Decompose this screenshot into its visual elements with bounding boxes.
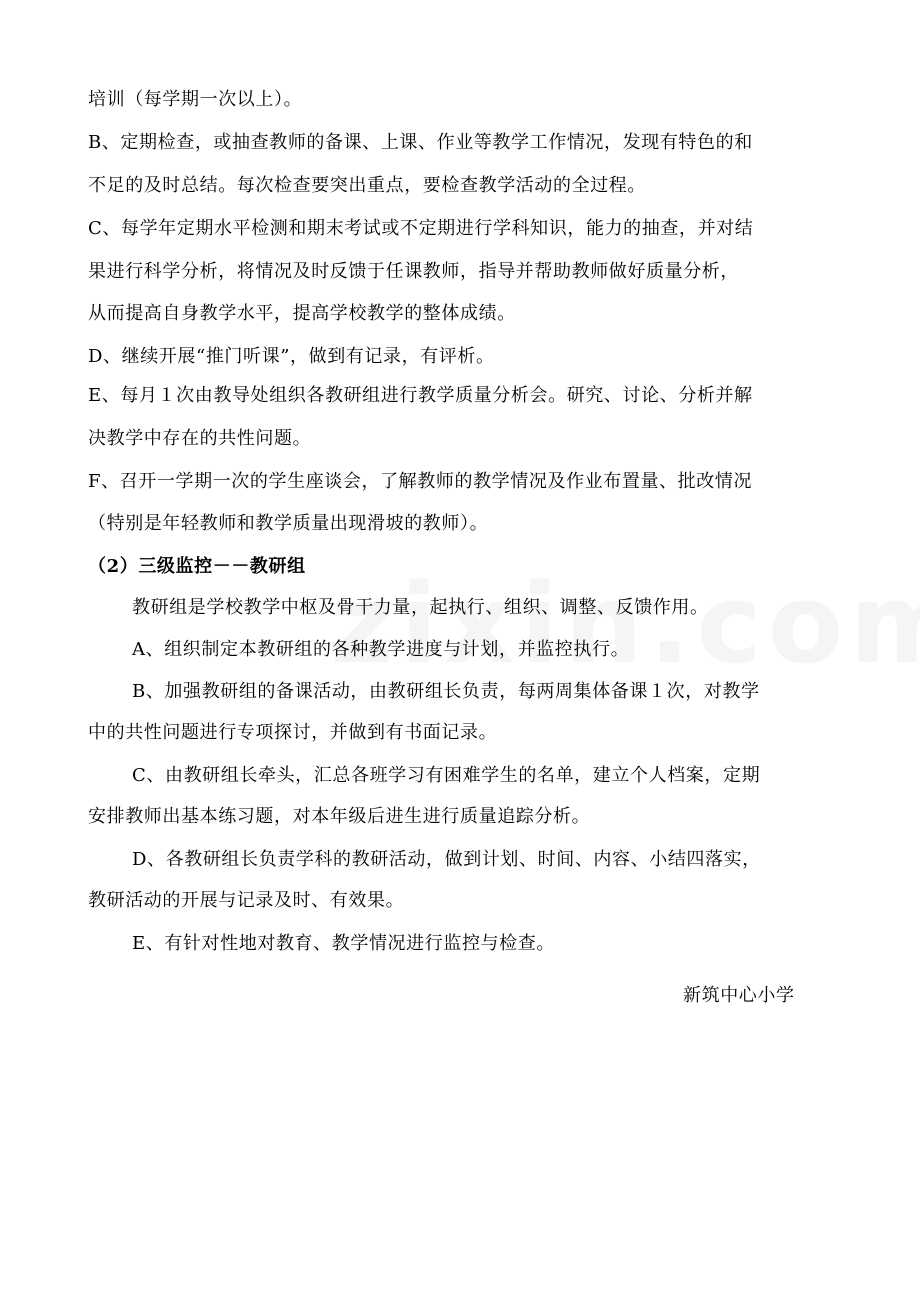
- text-line: 不足的及时总结。每次检查要突出重点，要检查教学活动的全过程。: [88, 175, 646, 196]
- text-line: 安排教师出基本练习题，对本年级后进生进行质量追踪分析。: [88, 806, 591, 827]
- watermark: [330, 560, 920, 688]
- text-line: 培训（每学期一次以上）。: [88, 89, 303, 110]
- text-line: 果进行科学分析，将情况及时反馈于任课教师，指导并帮助教师做好质量分析，: [88, 261, 739, 282]
- text-line: C、由教研组长牵头，汇总各班学习有困难学生的名单，建立个人档案，定期: [132, 765, 761, 786]
- text-line: D、各教研组长负责学科的教研活动，做到计划、时间、内容、小结四落实，: [132, 849, 761, 870]
- text-line: 决教学中存在的共性问题。: [88, 428, 312, 449]
- text-line: （特别是年轻教师和教学质量出现滑坡的教师）。: [88, 513, 489, 534]
- text-line: A、组织制定本教研组的各种教学进度与计划，并监控执行。: [132, 639, 630, 660]
- text-line: C、每学年定期水平检测和期末考试或不定期进行学科知识，能力的抽查，并对结: [88, 218, 754, 239]
- text-line: 中的共性问题进行专项探讨，并做到有书面记录。: [88, 722, 498, 743]
- text-line: 教研组是学校教学中枢及骨干力量，起执行、组织、调整、反馈作用。: [132, 597, 709, 618]
- text-line: 从而提高自身教学水平，提高学校教学的整体成绩。: [88, 303, 516, 324]
- text-line: 教研活动的开展与记录及时、有效果。: [88, 890, 405, 911]
- signature: 新筑中心小学: [683, 985, 795, 1006]
- text-line: E、每月１次由教导处组织各教研组进行教学质量分析会。研究、讨论、分析并解: [88, 385, 753, 406]
- section-heading: （2）三级监控－－教研组: [88, 556, 306, 577]
- text-line: B、定期检查，或抽查教师的备课、上课、作业等教学工作情况，发现有特色的和: [88, 132, 753, 153]
- text-line: E、有针对性地对教育、教学情况进行监控与检查。: [132, 933, 555, 954]
- text-line: B、加强教研组的备课活动，由教研组长负责，每两周集体备课１次，对教学: [132, 681, 760, 702]
- text-line: D、继续开展“推门听课”，做到有记录，有评析。: [88, 346, 495, 367]
- text-line: F、召开一学期一次的学生座谈会，了解教师的教学情况及作业布置量、批改情况: [88, 471, 753, 492]
